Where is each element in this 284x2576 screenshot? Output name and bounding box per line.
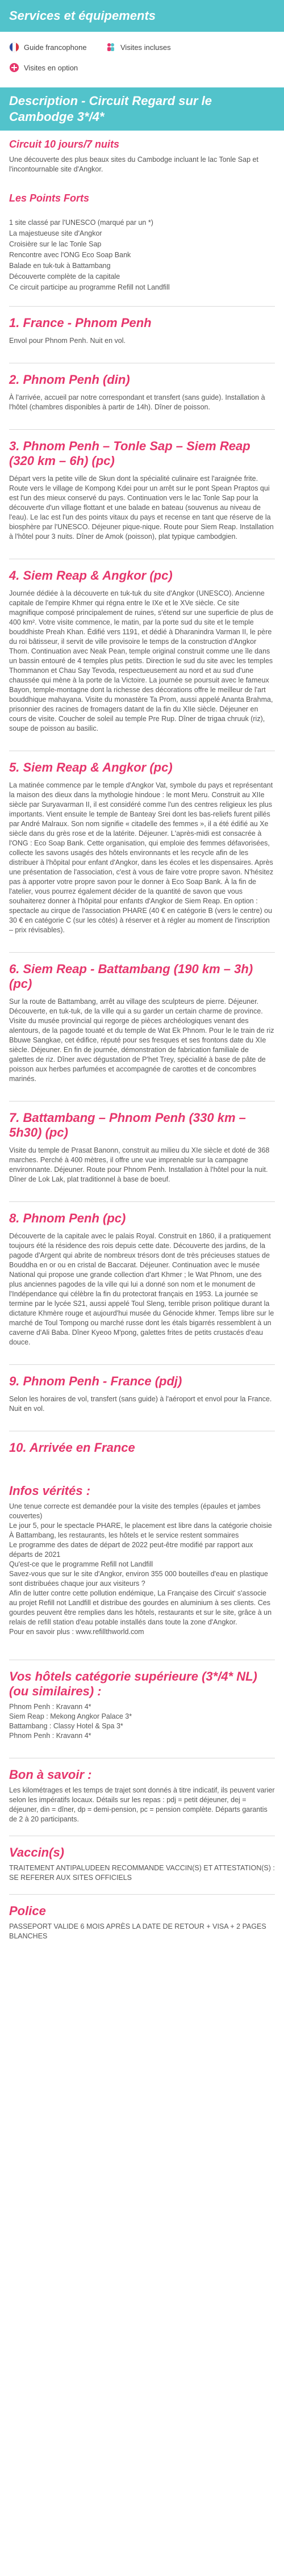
service-guide [9, 42, 106, 52]
description-band [0, 87, 284, 131]
day-9 [0, 1374, 284, 1414]
day-text: Découverte de la capitale avec le palais Royal. Construit en 1860, il a pratiquement toujours été la résidence des rois depuis cette date. Découverte des jardins, de la pagode d'Argent qui abrite de nombreux trésors dont de très précieuses statues de Bouddha en or ou en cristal de Baccarat. Déjeuner. Continuation avec le musée National qui propose une grande collection d'art Khmer ; le Wat Phnom, une des plus anciennes pagodes de la ville qui lui a donné son nom et le monument de l'Indépendance qui célèbre la fin du protectorat français en 1953. La journée se termine par le lycée S21, aussi appelé Toul Sleng, terrible prison politique durant la dictature Khmère rouge et aujourd'hui musée du Génocide khmer. Temps libre sur le marché de Toul Tompong ou marché russe dont les étals bigarrés ressemblent à un caverne d'Ali Baba. Dîner Kyeoo M'pong, galettes frites de petits crustacés d'eau douce. [9, 1232, 274, 1346]
description-section [0, 131, 284, 292]
day-text: Sur la route de Battambang, arrêt au village des sculpteurs de pierre. Déjeuner. Découverte, en tuk-tuk, de la ville qui a su garder un certain charme de province. Visite du musée provincial qui regorge de pièces archéologiques venant des alentours, de la pagode touaté et du temple de Wat Ek Phnom. Pour le le train de riz Bbuwe Sangkae, cet édifice, réputé pour ses fresques et ses frontons date du XIe siècle. Déjeuner. En fin de journée, démonstration de fabrication familiale de galettes de riz. Dîner avec dégustation de P'het Trey, spécialité à base de pâte de poisson aux herbes parfumées et accompagnée de carottes et de concombres marinés. [9, 998, 274, 1083]
day-3 [0, 439, 284, 542]
description-title: Description - Circuit Regard sur le Cambodge 3*/4* [9, 94, 212, 124]
day-title: 10. Arrivée en France [9, 1440, 135, 1455]
day-text: Selon les horaires de vol, transfert (sans guide) à l'aéroport et envol pour la France. Nuit en vol. [9, 1395, 272, 1413]
day-2 [0, 372, 284, 412]
info-line: À Battambang, les restaurants, les hôtels et le service restent sommaires [9, 1531, 239, 1539]
point-item: 1 site classé par l'UNESCO (marqué par un *) [9, 219, 153, 227]
service-option-visits [9, 62, 106, 73]
day-1 [0, 316, 284, 346]
hotels-section [0, 1669, 284, 1741]
flag-fr-icon [9, 42, 19, 52]
vaccin-text: TRAITEMENT ANTIPALUDEEN RECOMMANDE VACCIN(S) ET ATTESTATION(S) : SE REFERER AUX SITES OFFICIELS [9, 1864, 275, 1882]
points-title: Les Points Forts [9, 192, 90, 204]
point-item: La majestueuse site d'Angkor [9, 229, 102, 237]
bon-title: Bon à savoir : [9, 1767, 92, 1782]
hotel-line: Phnom Penh : Kravann 4* [9, 1703, 91, 1711]
day-title: 1. France - Phnom Penh [9, 316, 152, 330]
day-text: La matinée commence par le temple d'Angkor Vat, symbole du pays et représentant la maison des dieux dans la mythologie hindoue : le mont Meru. Construit au XIIe siècle par Suryavarman II, il est considéré comme l'un des centres religieux les plus importants. Vient ensuite le temple de Banteay Srei dont les bas-reliefs furent pillés par André Malraux. Son nom signifie « citadelle des femmes », il a été édifié au Xe siècle dans du grès rose et de la latérite. Déjeuner. L'après-midi est consacrée à l'ONG : Eco Soap Bank. Cette organisation, qui emploie des femmes défavorisées, collecte les savons usagés des hôtels environnants et les recycle afin de les distribuer à l'hôpital pour enfant d'Angkor, dans les écoles et les dispensaires. Après une présentation de l'association, c'est à vous de faire votre propre savon. N'hésitez pas à apporter votre propre savon pour le donner à Eco Soap Bank. À la fin de l'atelier, vous pourrez également décider de la quantité de savon que vous souhaiterez donner à l'hôpital pour enfants d'Angkor de Siem Reap. En option : spectacle au cirque de l'association PHARE (40 € en catégorie B (vers le centre) ou 30 € en catégorie C (sur les côtés) à réserver et à régler au moment de l'inscription – prix révisables). [9, 781, 274, 934]
visitors-icon [106, 42, 116, 52]
day-5 [0, 760, 284, 935]
service-visits [106, 42, 202, 52]
day-title: 9. Phnom Penh - France (pdj) [9, 1374, 182, 1388]
info-line: Le jour 5, pour le spectacle PHARE, le placement est libre dans la catégorie choisie [9, 1522, 272, 1530]
day-6 [0, 962, 284, 1084]
day-text: Journée dédiée à la découverte en tuk-tuk du site d'Angkor (UNESCO). Ancienne capitale de l'empire Khmer qui régna entre le IXe et le XVe siècle. Ce site magnifique composé principalement de ruines, s'étend sur une superficie de plus de 400 km². Votre visite commence, le matin, par la porte sud du site et le temple bouddhiste Preah Khan. Édifié vers 1191, et dédié à Dharanindra Varman II, le père du roi bâtisseur, il servit de ville provisoire le temps de la construction d'Angkor Thom. Continuation avec Neak Pean, temple original construit comme une île dans un bassin entouré de 4 temples plus petits. Direction le sud du site avec les temples Thommanon et Chau Say Tevoda, respectueusement au nord et au sud d'une chaussée qui mène à la porte de la Victoire. La journée se poursuit avec le fameux Bayon, temple-montagne dont la richesse des décorations offre le meilleur de l'art bouddhique mahayana. Visite du monastère Ta Prom, aussi appelé Ananta Brahma, prisonnier des racines de fromagers datant de la fin du XIIe siècle. Déjeuner en cours de visite. Coucher de soleil au temple Pre Rup. Dîner de trigaa chruuk (riz), soupe de poisson au basilic. [9, 589, 274, 732]
day-title: 6. Siem Reap - Battambang (190 km – 3h) (pc) [9, 962, 253, 991]
circuit-intro: Une découverte des plus beaux sites du Cambodge incluant le lac Tonle Sap et l'incontournable site d'Angkor. [9, 156, 258, 173]
infos-title: Infos vérités : [9, 1484, 91, 1498]
services-title: Services et équipements [9, 9, 156, 23]
day-title: 7. Battambang – Phnom Penh (330 km – 5h30) (pc) [9, 1111, 246, 1140]
day-4 [0, 568, 284, 734]
info-line: Le programme des dates de départ de 2022 peut-être modifié par rapport aux départs de 2021 [9, 1541, 253, 1559]
services-list [0, 32, 284, 87]
info-line: Afin de lutter contre cette pollution endémique, La Française des Circuit' s'associe au projet Refill not Landfill et distribue des gourdes en aluminium à ses clients. Ces gourdes peuvent être remplies dans les hôtels, restaurants et sur le site, grâce à un relais de refill station d'eau potable installés dans toute la zone d'Angkor. [9, 1589, 272, 1626]
day-text: À l'arrivée, accueil par notre correspondant et transfert (sans guide). Installation à l'hôtel (chambres disponibles à partir de 14h). Dîner de poisson. [9, 393, 265, 411]
circuit-subtitle: Circuit 10 jours/7 nuits [9, 139, 120, 150]
bon-text: Les kilométrages et les temps de trajet sont donnés à titre indicatif, ils peuvent varier selon les impératifs locaux. Détails sur les repas : pdj = petit déjeuner, dej = déjeuner, din = dîner, dp = demi-pension, pc = pension complète. Départs garantis de 2 à 20 participants. [9, 1786, 275, 1823]
police-text: PASSEPORT VALIDE 6 MOIS APRÈS LA DATE DE RETOUR + VISA + 2 PAGES BLANCHES [9, 1922, 266, 1940]
day-title: 4. Siem Reap & Angkor (pc) [9, 568, 173, 583]
hotel-line: Phnom Penh : Kravann 4* [9, 1732, 91, 1740]
hotels-title: Vos hôtels catégorie supérieure (3*/4* NL) (ou similaires) : [9, 1669, 257, 1698]
points-list [9, 218, 275, 292]
day-text: Visite du temple de Prasat Banonn, construit au milieu du XIe siècle et doté de 368 marches. Perché à 400 mètres, il offre une vue imprenable sur la campagne environnante. Déjeuner. Route pour Phnom Penh. Installation à l'hôtel pour la nuit. Dîner de Lok Lak, plat traditionnel à base de boeuf. [9, 1146, 270, 1183]
point-item: Découverte complète de la capitale [9, 273, 120, 280]
police-section [0, 1904, 284, 1941]
info-line: Une tenue correcte est demandée pour la visite des temples (épaules et jambes couvertes) [9, 1502, 261, 1520]
service-guide-label: Guide francophone [24, 43, 87, 52]
service-visits-label: Visites incluses [120, 43, 171, 52]
vaccin-section [0, 1845, 284, 1883]
service-option-label: Visites en option [24, 63, 78, 72]
services-band [0, 0, 284, 32]
point-item: Ce circuit participe au programme Refill not Landfill [9, 283, 170, 291]
day-text: Envol pour Phnom Penh. Nuit en vol. [9, 337, 126, 345]
infos-section [0, 1484, 284, 1637]
day-title: 2. Phnom Penh (din) [9, 372, 130, 387]
point-item: Rencontre avec l'ONG Eco Soap Bank [9, 251, 131, 259]
day-text: Départ vers la petite ville de Skun dont la spécialité culinaire est l'araignée frite. Route vers le village de Kompong Kdei pour un arrêt sur le pont Spean Praptos qui est l'un des mieux conservé du pays. Continuation vers le lac Tonle Sap pour la découverte d'un village flottant et une balade en bateau (souvenus au niveau de l'eau). Le lac est l'un des points vitaux du pays et recense en tant que réserve de la biosphère par l'UNESCO. Déjeuner pique-nique. Route pour Siem Reap. Installation à l'hôtel pour 3 nuits. Dîner de Amok (poisson), plat typique cambodgien. [9, 475, 274, 541]
hotel-line: Siem Reap : Mekong Angkor Palace 3* [9, 1712, 132, 1720]
hotel-line: Battambang : Classy Hotel & Spa 3* [9, 1722, 123, 1730]
point-item: Croisière sur le lac Tonle Sap [9, 240, 102, 248]
info-line: Qu'est-ce que le programme Refill not Landfill [9, 1560, 153, 1568]
day-8 [0, 1211, 284, 1347]
day-title: 8. Phnom Penh (pc) [9, 1211, 126, 1225]
info-line: Pour en savoir plus : www.refillthworld.com [9, 1628, 144, 1636]
day-title: 5. Siem Reap & Angkor (pc) [9, 760, 173, 774]
day-title: 3. Phnom Penh – Tonle Sap – Siem Reap (320 km – 6h) (pc) [9, 439, 250, 468]
day-7 [0, 1111, 284, 1184]
bon-section [0, 1767, 284, 1824]
point-item: Balade en tuk-tuk à Battambang [9, 262, 111, 270]
day-10 [0, 1440, 284, 1455]
option-visits-icon [9, 62, 19, 73]
info-line: Savez-vous que sur le site d'Angkor, environ 355 000 bouteilles d'eau en plastique sont distribuées chaque jour aux visiteurs ? [9, 1570, 268, 1588]
police-title: Police [9, 1904, 46, 1918]
vaccin-title: Vaccin(s) [9, 1845, 65, 1859]
